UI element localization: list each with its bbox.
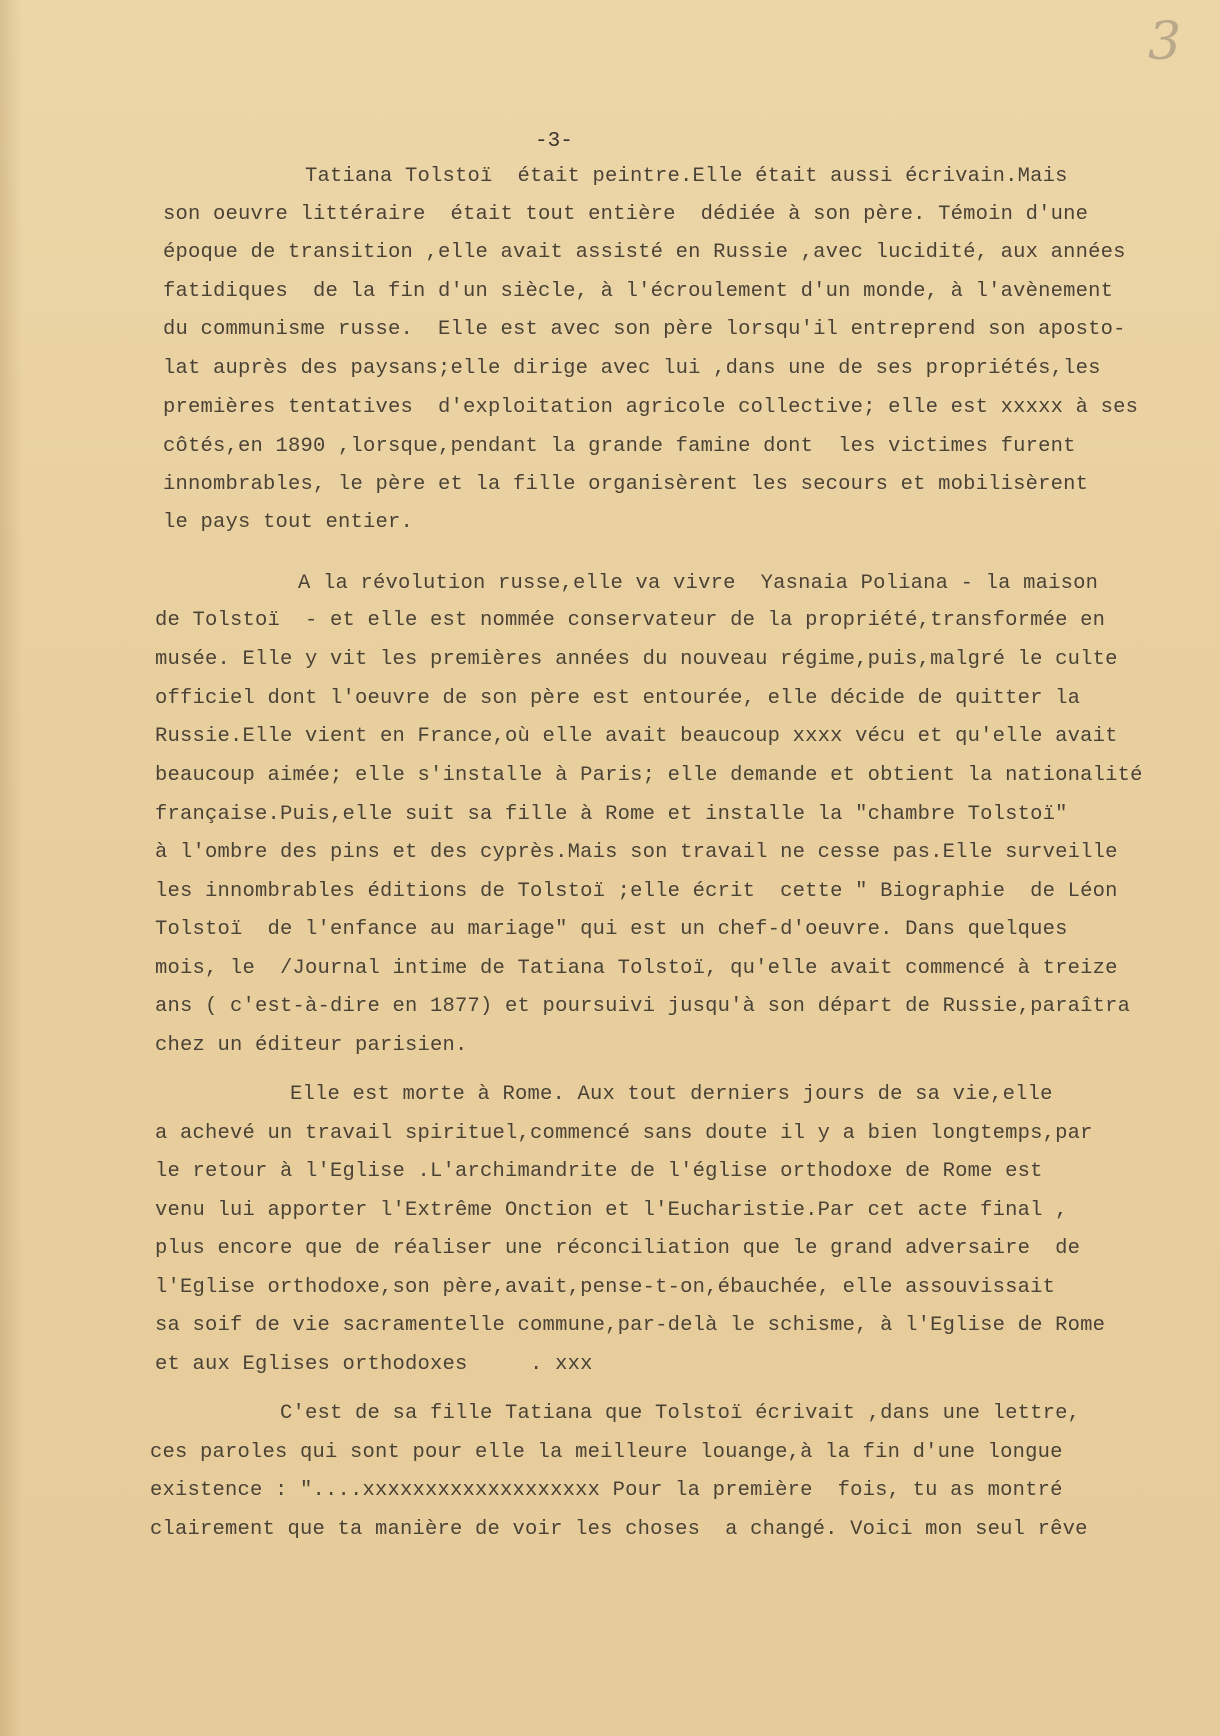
text-line: chez un éditeur parisien.	[155, 1034, 468, 1057]
text-line: époque de transition ,elle avait assisté en Russie ,avec lucidité, aux années	[163, 241, 1126, 264]
text-line: Russie.Elle vient en France,où elle avait beaucoup xxxx vécu et qu'elle avait	[155, 725, 1118, 748]
text-line: venu lui apporter l'Extrême Onction et l'Eucharistie.Par cet acte final ,	[155, 1199, 1068, 1222]
text-line: le retour à l'Eglise .L'archimandrite de l'église orthodoxe de Rome est	[155, 1160, 1043, 1183]
text-line: plus encore que de réaliser une réconciliation que le grand adversaire de	[155, 1237, 1081, 1260]
text-line: et aux Eglises orthodoxes . xxx	[155, 1353, 593, 1376]
text-line: côtés,en 1890 ,lorsque,pendant la grande famine dont les victimes furent	[163, 435, 1076, 458]
text-line: de Tolstoï - et elle est nommée conservateur de la propriété,transformée en	[155, 609, 1106, 632]
text-line: Elle est morte à Rome. Aux tout derniers jours de sa vie,elle	[290, 1083, 1053, 1106]
text-line: l'Eglise orthodoxe,son père,avait,pense-t-on,ébauchée, elle assouvissait	[155, 1276, 1056, 1299]
text-line: innombrables, le père et la fille organisèrent les secours et mobilisèrent	[163, 473, 1089, 496]
text-line: du communisme russe. Elle est avec son père lorsqu'il entreprend son aposto-	[163, 318, 1126, 341]
text-line: le pays tout entier.	[163, 511, 414, 534]
text-line: premières tentatives d'exploitation agricole collective; elle est xxxxx à ses	[163, 396, 1139, 419]
text-line: son oeuvre littéraire était tout entière dédiée à son père. Témoin d'une	[163, 203, 1089, 226]
page-number: -3-	[535, 130, 573, 153]
text-line: sa soif de vie sacramentelle commune,par-delà le schisme, à l'Eglise de Rome	[155, 1314, 1106, 1337]
text-line: mois, le /Journal intime de Tatiana Tolstoï, qu'elle avait commencé à treize	[155, 957, 1118, 980]
text-line: Tolstoï de l'enfance au mariage" qui est un chef-d'oeuvre. Dans quelques	[155, 918, 1068, 941]
text-line: ans ( c'est-à-dire en 1877) et poursuivi jusqu'à son départ de Russie,paraîtra	[155, 995, 1131, 1018]
text-line: française.Puis,elle suit sa fille à Rome et installe la "chambre Tolstoï"	[155, 803, 1068, 826]
text-line: existence : "....xxxxxxxxxxxxxxxxxxx Pour la première fois, tu as montré	[150, 1479, 1063, 1502]
text-line: C'est de sa fille Tatiana que Tolstoï écrivait ,dans une lettre,	[280, 1402, 1081, 1425]
page-corner-number: 3	[1148, 12, 1182, 72]
text-line: Tatiana Tolstoï était peintre.Elle était aussi écrivain.Mais	[305, 165, 1068, 188]
text-line: fatidiques de la fin d'un siècle, à l'écroulement d'un monde, à l'avènement	[163, 280, 1114, 303]
text-line: a achevé un travail spirituel,commencé sans doute il y a bien longtemps,par	[155, 1122, 1093, 1145]
text-line: les innombrables éditions de Tolstoï ;elle écrit cette " Biographie de Léon	[155, 880, 1118, 903]
text-line: ces paroles qui sont pour elle la meilleure louange,à la fin d'une longue	[150, 1441, 1063, 1464]
text-line: clairement que ta manière de voir les choses a changé. Voici mon seul rêve	[150, 1518, 1088, 1541]
text-line: officiel dont l'oeuvre de son père est entourée, elle décide de quitter la	[155, 687, 1081, 710]
text-line: A la révolution russe,elle va vivre Yasnaia Poliana - la maison	[298, 572, 1099, 595]
text-line: lat auprès des paysans;elle dirige avec lui ,dans une de ses propriétés,les	[163, 357, 1101, 380]
text-line: à l'ombre des pins et des cyprès.Mais son travail ne cesse pas.Elle surveille	[155, 841, 1118, 864]
text-line: musée. Elle y vit les premières années du nouveau régime,puis,malgré le culte	[155, 648, 1118, 671]
text-line: beaucoup aimée; elle s'installe à Paris; elle demande et obtient la nationalité	[155, 764, 1143, 787]
